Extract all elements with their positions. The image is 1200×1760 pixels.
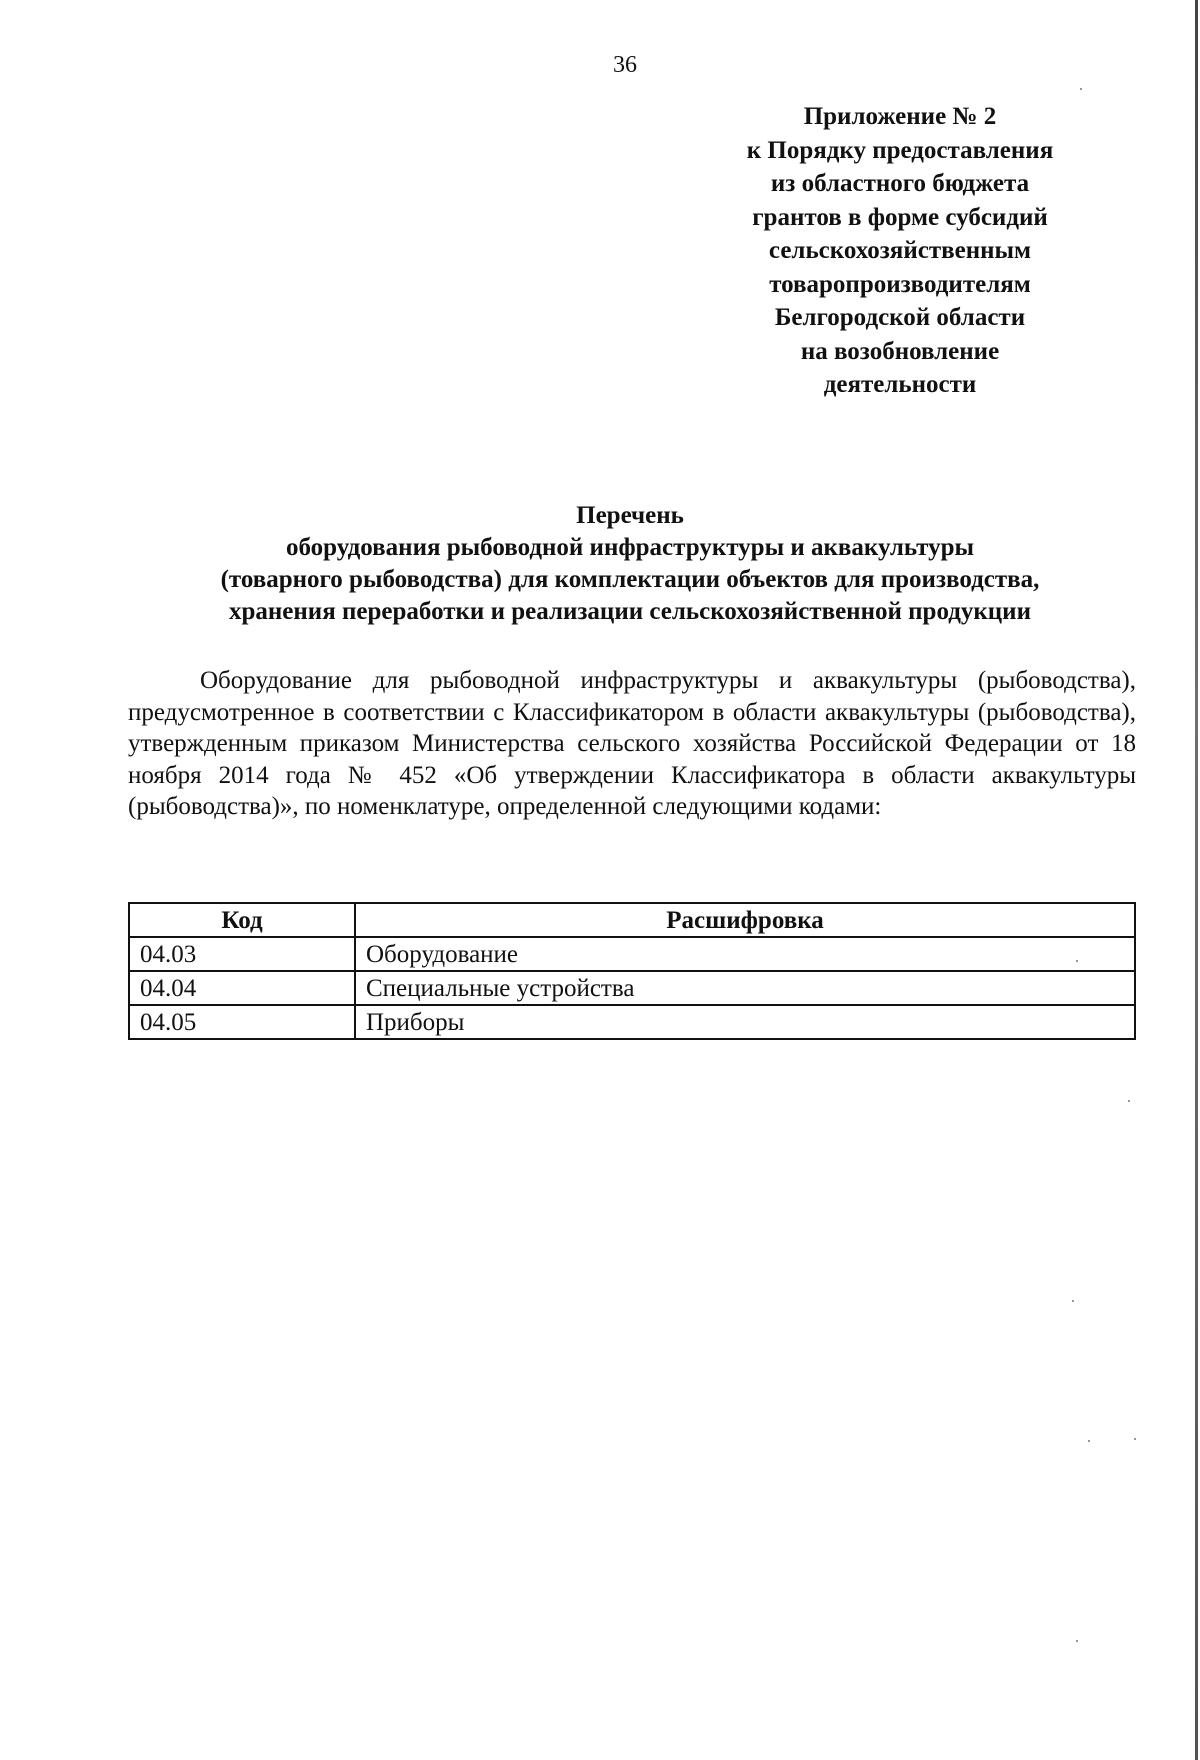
table-row (129, 1005, 1135, 1039)
header-code: Код (129, 903, 355, 937)
table-row (129, 971, 1135, 1005)
code-cell: 04.04 (129, 971, 355, 1005)
scan-edge-line (1195, 0, 1198, 1760)
table-row (129, 937, 1135, 971)
header-description: Расшифровка (355, 903, 1135, 937)
scan-speck (1076, 1640, 1078, 1642)
scan-speck (1134, 1438, 1136, 1440)
appendix-line: на возобновление (800, 337, 1000, 365)
code-cell: 04.03 (129, 937, 355, 971)
appendix-line: товаропроизводителям (769, 270, 1031, 298)
scan-speck (1080, 88, 1082, 90)
scan-speck (1128, 1100, 1130, 1102)
appendix-line: Приложение № 2 (803, 103, 997, 130)
scan-speck (1076, 960, 1078, 962)
body-paragraph: Оборудование для рыбоводной инфраструктуры и аквакультуры (рыбоводства), предусмотренное в соответствии с Классификатором в области аквакультуры (рыбоводства), утвержденным приказом Министерства сельского хозяйства Российской Федерации от 18 ноября 2014 года № 452 «Об утверждении Классификатора в области аквакультуры (рыбоводства)», по номенклатуре, определенной следующими кодами: (128, 667, 1136, 820)
appendix-line: сельскохозяйственным (768, 237, 1032, 264)
description-cell: Приборы (355, 1005, 1135, 1039)
title-line: Перечень (576, 502, 684, 529)
title-line: оборудования рыбоводной инфраструктуры и аквакультуры (285, 534, 974, 561)
code-cell: 04.05 (129, 1005, 355, 1039)
document-title (120, 500, 1140, 628)
scan-speck (1088, 1440, 1090, 1442)
table-header-row (129, 903, 1135, 937)
page-number: 36 (613, 52, 637, 78)
description-cell: Оборудование (355, 937, 1135, 971)
scan-speck (1072, 1300, 1074, 1302)
appendix-line: из областного бюджета (770, 170, 1030, 197)
appendix-line: грантов в форме субсидий (752, 203, 1048, 231)
codes-table (128, 902, 1136, 1040)
description-cell: Специальные устройства (355, 971, 1135, 1005)
appendix-line: к Порядку предоставления (746, 136, 1054, 164)
appendix-header (720, 100, 1080, 402)
title-line: хранения переработки и реализации сельскохозяйственной продукции (229, 598, 1031, 625)
appendix-line: Белгородской области (774, 304, 1026, 331)
appendix-line: деятельности (823, 371, 977, 398)
title-line: (товарного рыбоводства) для комплектации объектов для производства, (220, 566, 1040, 593)
